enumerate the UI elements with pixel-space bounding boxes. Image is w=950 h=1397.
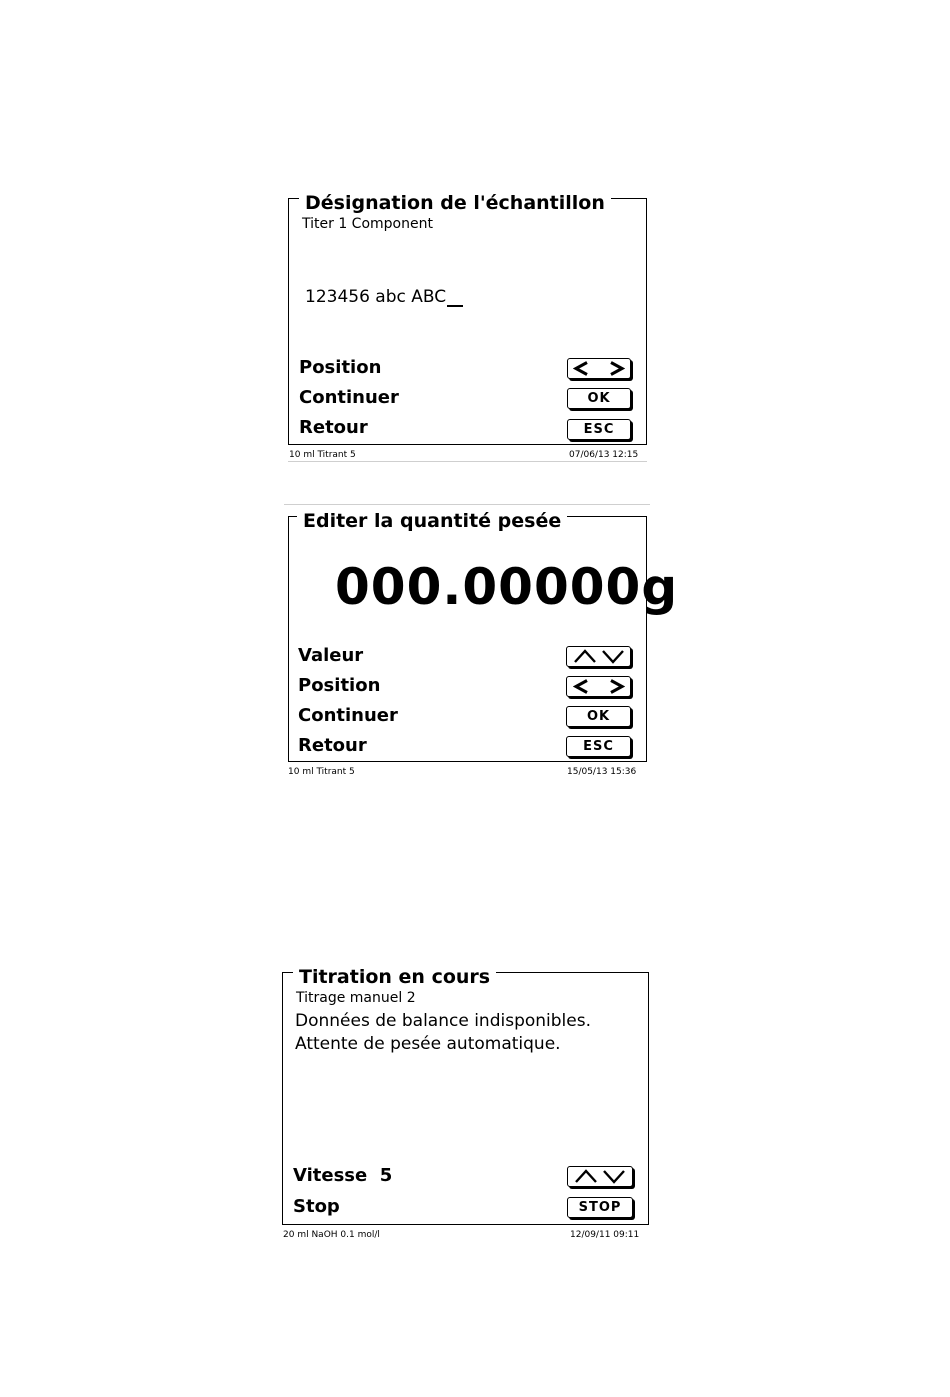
back-label: Retour	[298, 735, 367, 756]
dialog-title: Désignation de l'échantillon	[299, 193, 611, 213]
position-label: Position	[299, 357, 382, 378]
status-datetime: 07/06/13 12:15	[569, 450, 639, 460]
sample-name-value: 123456 abc ABC	[305, 287, 447, 307]
back-label: Retour	[299, 417, 368, 438]
dialog-title: Editer la quantité pesée	[297, 511, 567, 531]
status-reagent: 20 ml NaOH 0.1 mol/l	[283, 1230, 380, 1240]
status-reagent: 10 ml Titrant 5	[289, 450, 356, 460]
left-right-arrows-key[interactable]	[566, 676, 631, 697]
esc-key[interactable]: ESC	[566, 736, 631, 757]
titration-running-dialog	[282, 972, 649, 1225]
status-reagent: 10 ml Titrant 5	[288, 767, 355, 777]
status-divider	[288, 461, 647, 462]
speed-label: Vitesse 5	[293, 1165, 393, 1186]
left-right-arrows-icon	[573, 361, 625, 376]
left-right-arrows-icon	[573, 679, 625, 694]
continue-label: Continuer	[299, 387, 399, 408]
method-name: Titrage manuel 2	[296, 990, 416, 1006]
up-down-arrows-key[interactable]	[567, 1166, 633, 1187]
up-down-arrows-icon	[572, 649, 626, 664]
stop-key[interactable]: STOP	[567, 1197, 633, 1218]
ok-key[interactable]: OK	[567, 388, 631, 409]
up-down-arrows-icon	[573, 1169, 627, 1184]
text-cursor	[447, 287, 463, 307]
weight-value[interactable]: 000.00000g	[335, 558, 679, 616]
dialog-title: Titration en cours	[293, 967, 496, 987]
esc-key[interactable]: ESC	[567, 419, 631, 440]
method-name: Titer 1 Component	[302, 216, 433, 232]
section-divider	[284, 504, 650, 505]
sample-name-input[interactable]	[305, 287, 463, 307]
message-line-1: Données de balance indisponibles.	[295, 1011, 591, 1031]
value-label: Valeur	[298, 645, 364, 666]
ok-key[interactable]: OK	[566, 706, 631, 727]
status-datetime: 15/05/13 15:36	[567, 767, 637, 777]
message-line-2: Attente de pesée automatique.	[295, 1034, 561, 1054]
continue-label: Continuer	[298, 705, 398, 726]
status-datetime: 12/09/11 09:11	[570, 1230, 640, 1240]
up-down-arrows-key[interactable]	[566, 646, 631, 667]
left-right-arrows-key[interactable]	[567, 358, 631, 379]
position-label: Position	[298, 675, 381, 696]
stop-label: Stop	[293, 1196, 340, 1217]
